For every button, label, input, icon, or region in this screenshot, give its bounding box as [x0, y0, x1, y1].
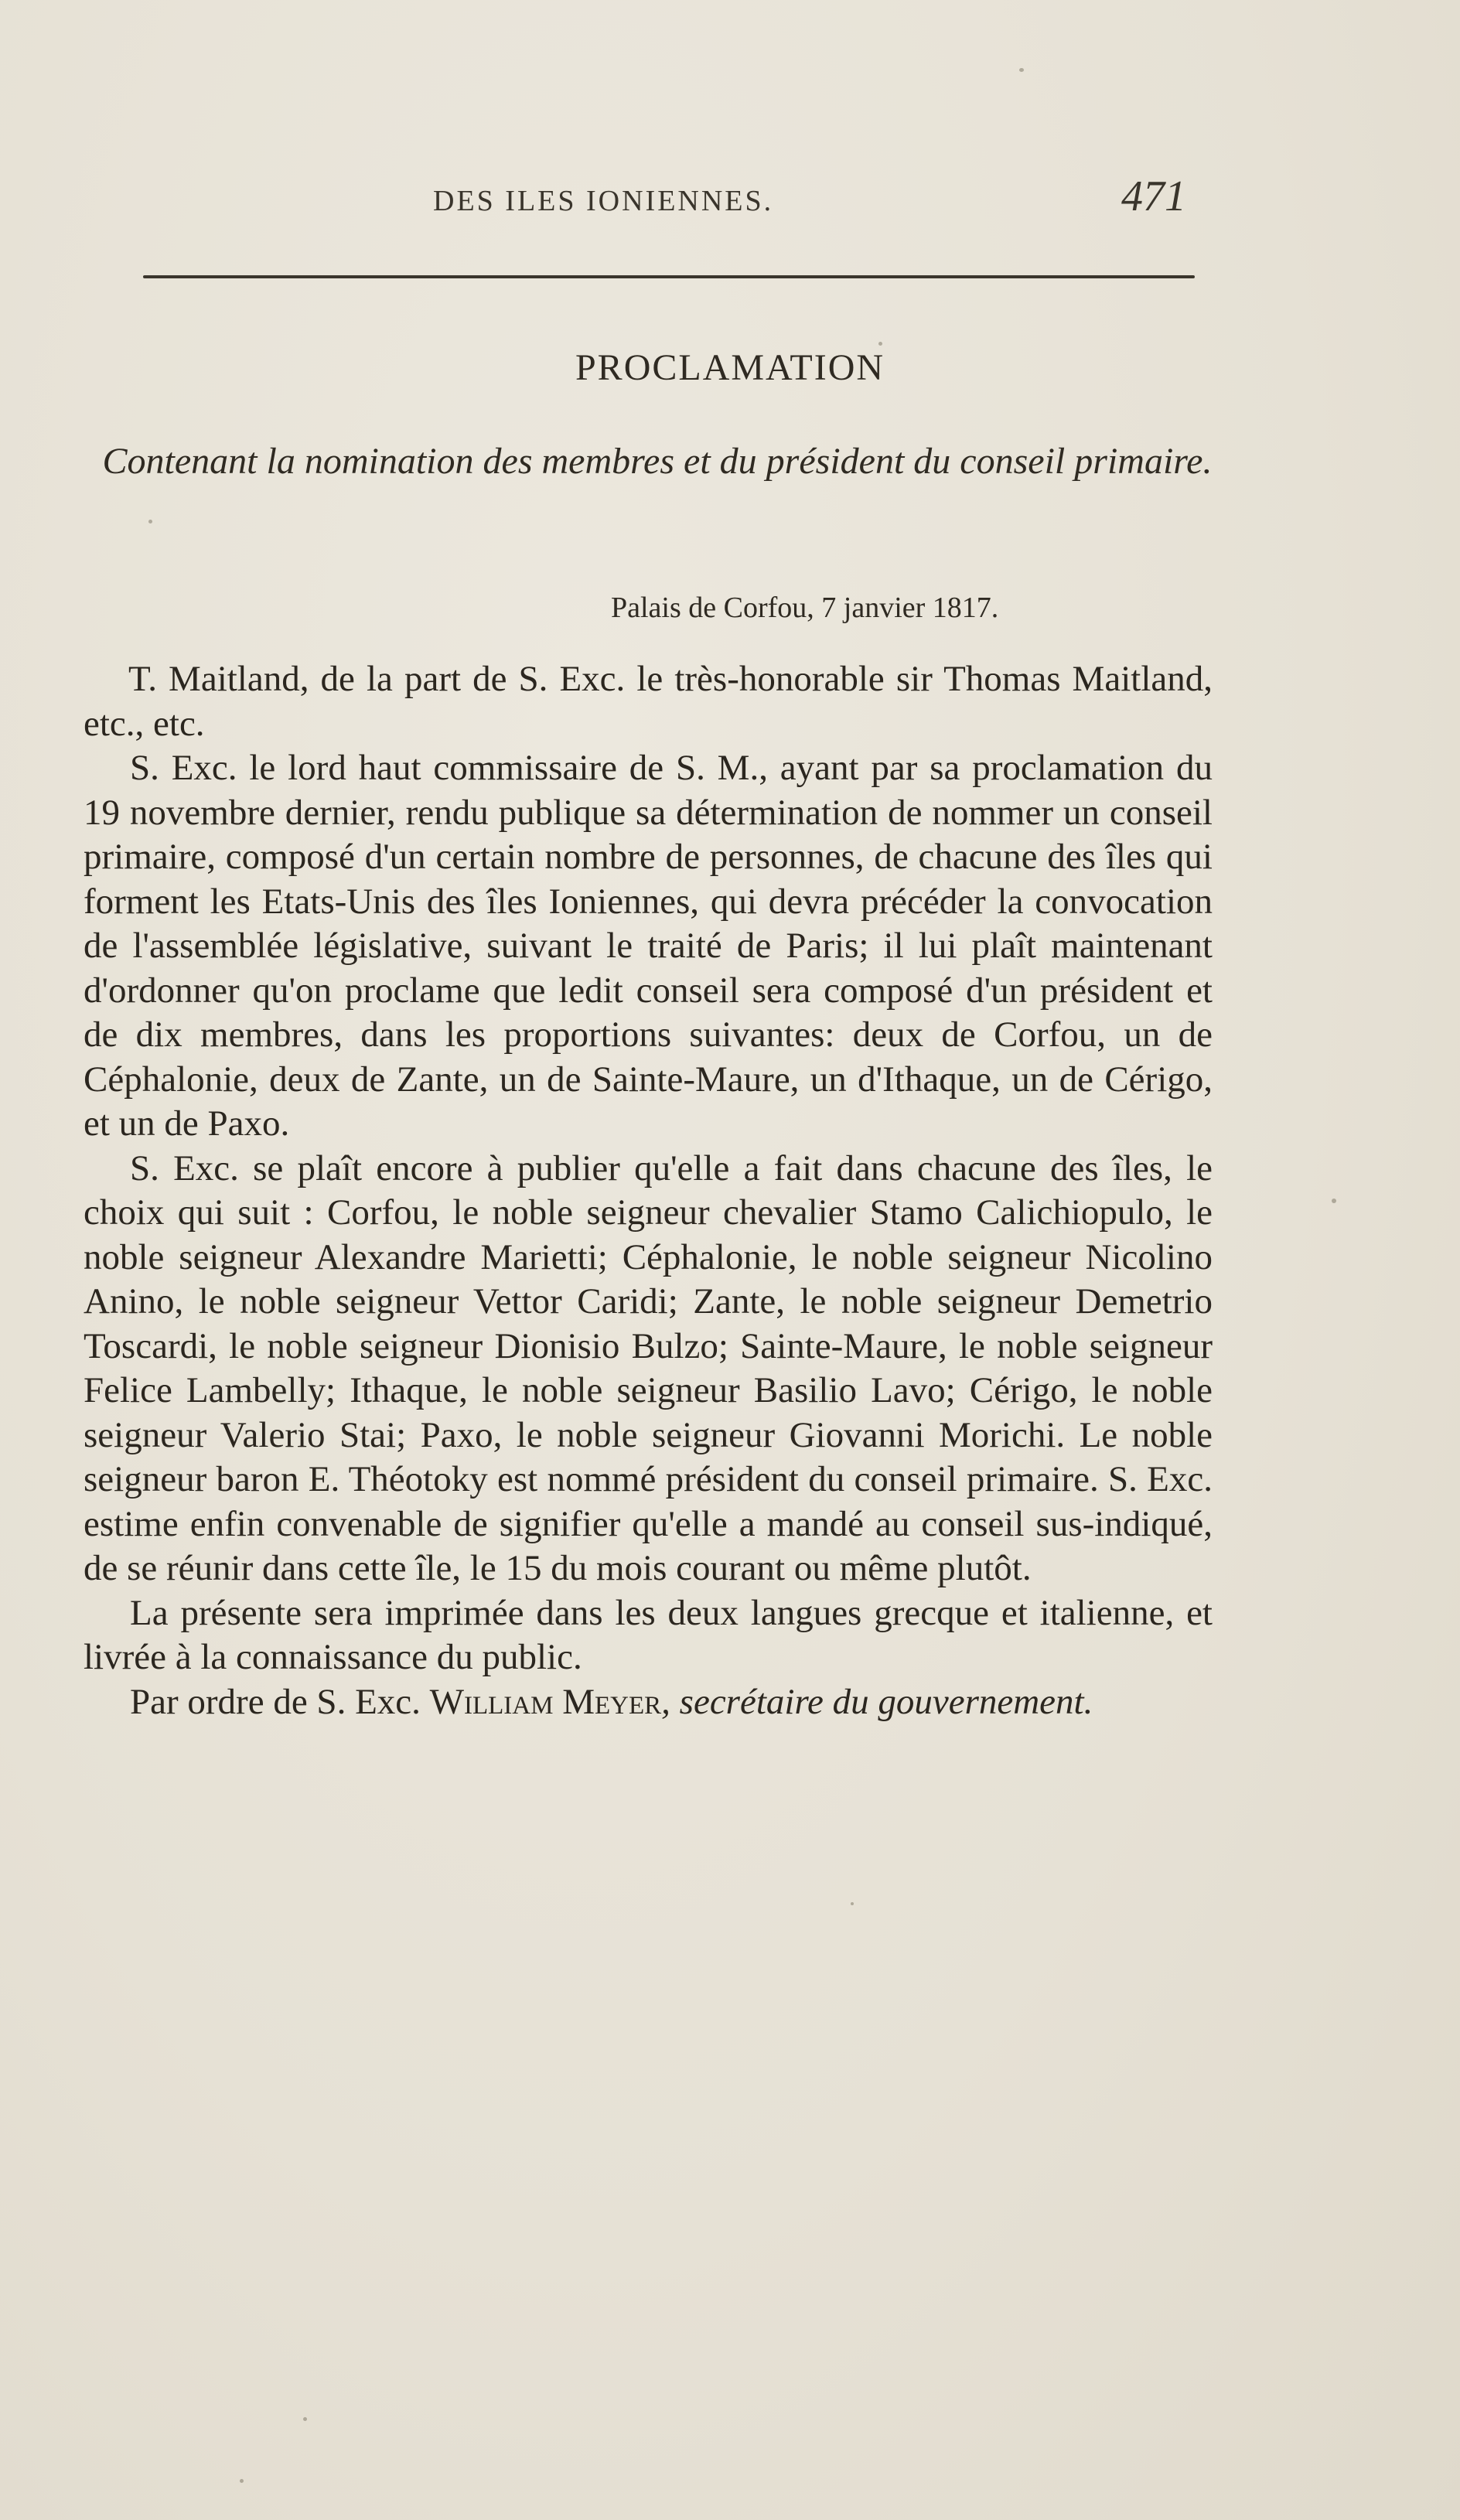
body-text	[84, 657, 1213, 1724]
paragraph-2: S. Exc. le lord haut commissaire de S. M., ayant par sa proclamation du 19 novembre dernier, rendu publique sa détermination de nommer un conseil primaire, composé d'un certain nombre de personnes, de chacune des îles qui forment les Etats-Unis des îles Ioniennes, qui devra précéder la convocation de l'assemblée législative, suivant le traité de Paris; il lui plaît maintenant d'ordonner qu'on proclame que ledit conseil sera composé d'un président et de dix membres, dans les proportions suivantes: deux de Corfou, un de Céphalonie, deux de Zante, un de Sainte-Maure, un d'Ithaque, un de Cérigo, et un de Paxo.	[84, 748, 1213, 1144]
paper-speck	[1332, 1199, 1336, 1203]
paragraph-4: La présente sera imprimée dans les deux langues grecque et italienne, et livrée à la connaissance du public.	[84, 1592, 1213, 1677]
paper-speck	[240, 2479, 244, 2483]
proclamation-title: PROCLAMATION	[575, 347, 885, 388]
signatory-name: William Meyer	[429, 1681, 662, 1722]
proclamation-subtitle: Contenant la nomination des membres et du président du conseil primaire.	[102, 441, 1213, 482]
paper-speck	[148, 520, 152, 523]
paragraph-5	[84, 1680, 1213, 1725]
paper-speck	[1019, 68, 1024, 72]
paragraph-1: T. Maitland, de la part de S. Exc. le très-honorable sir Thomas Maitland, etc., etc.	[84, 659, 1213, 744]
paper-speck	[303, 2417, 307, 2421]
paper-speck	[851, 1902, 854, 1905]
dateline: Palais de Corfou, 7 janvier 1817.	[611, 592, 999, 624]
header-rule	[143, 275, 1195, 278]
running-head: DES ILES IONIENNES.	[433, 185, 774, 217]
signature-prefix: Par ordre de S. Exc.	[130, 1681, 430, 1722]
page-number: 471	[1121, 172, 1186, 220]
paper-speck	[878, 342, 882, 346]
signatory-title: , secrétaire du gouvernement.	[661, 1681, 1093, 1722]
paragraph-3: S. Exc. se plaît encore à publier qu'elle a fait dans chacune des îles, le choix qui suit : Corfou, le noble seigneur chevalier Stamo Calichiopulo, le noble seigneur Alexandre Marietti; Céphalonie, le noble seigneur Nicolino Anino, le noble seigneur Vettor Caridi; Zante, le noble seigneur Demetrio Toscardi, le noble seigneur Dionisio Bulzo; Sainte-Maure, le noble seigneur Felice Lambelly; Ithaque, le noble seigneur Basilio Lavo; Cérigo, le noble seigneur Valerio Stai; Paxo, le noble seigneur Giovanni Morichi. Le noble seigneur baron E. Théotoky est nommé président du conseil primaire. S. Exc. estime enfin convenable de signifier qu'elle a mandé au conseil sus-indiqué, de se réunir dans cette île, le 15 du mois courant ou même plutôt.	[84, 1147, 1213, 1588]
